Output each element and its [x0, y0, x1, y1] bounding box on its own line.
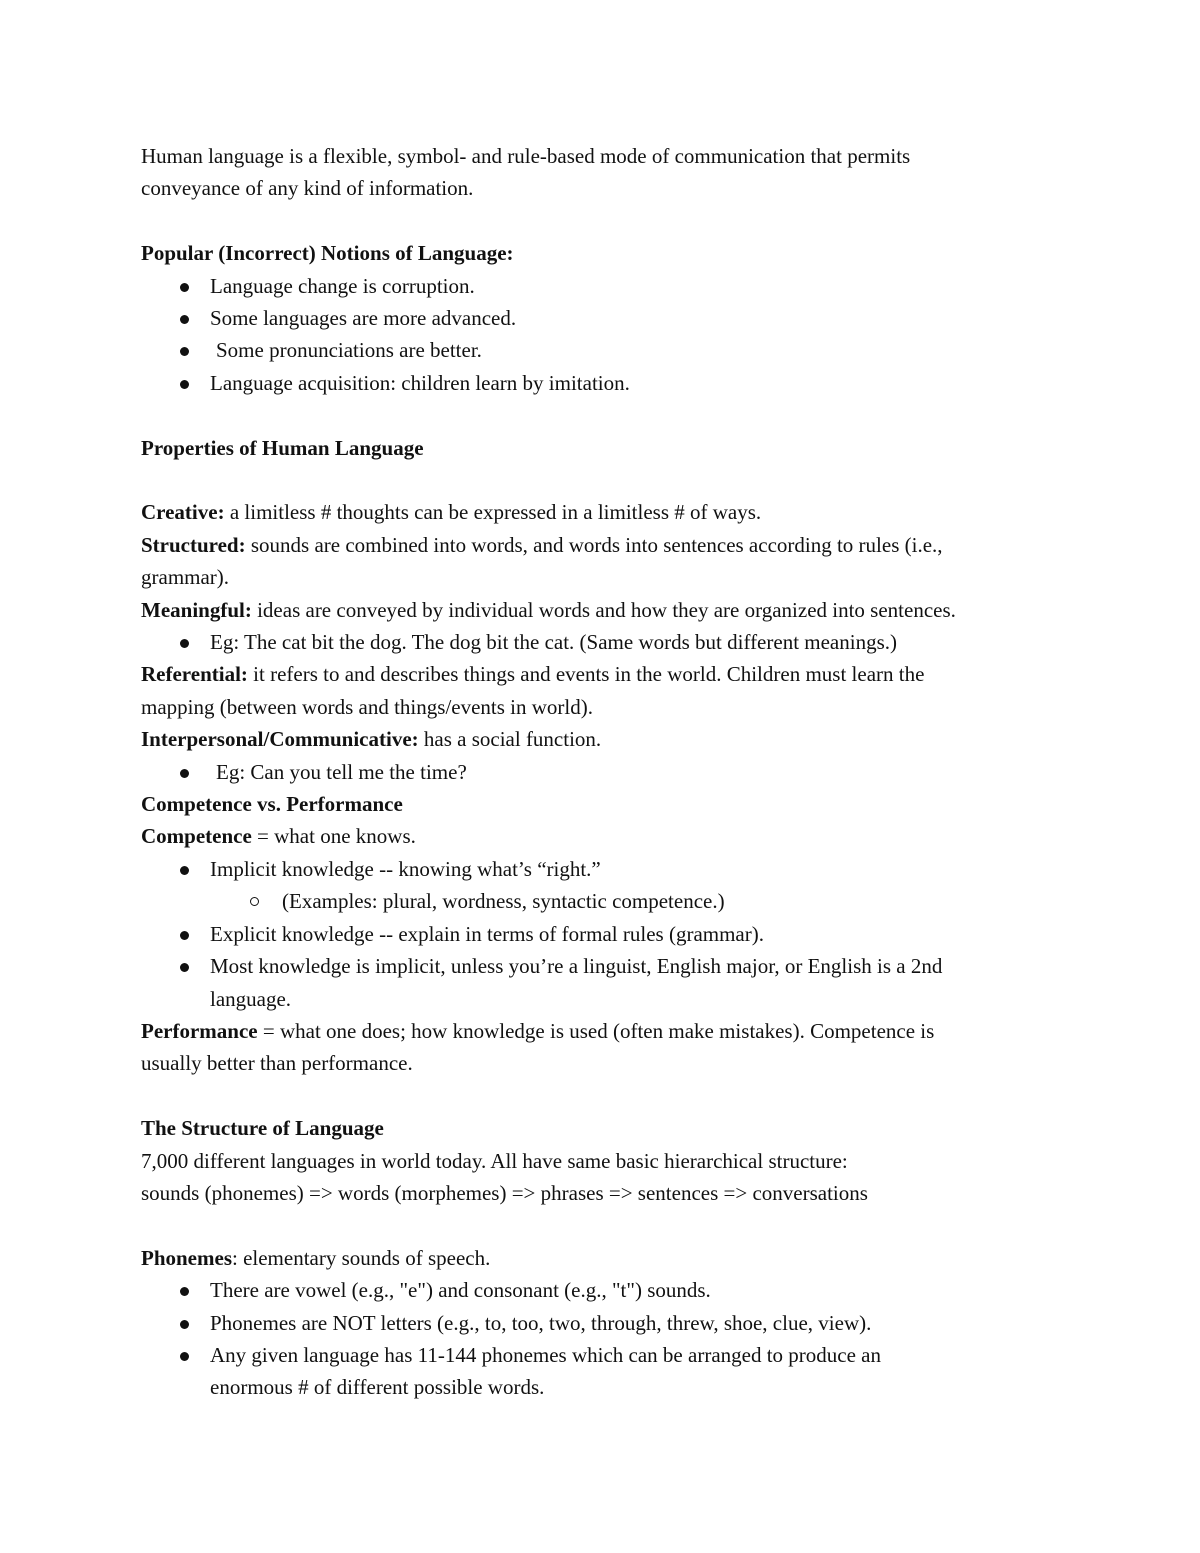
list-item: Eg: The cat bit the dog. The dog bit the cat. (Same words but different meanings.) [141, 626, 1061, 658]
intro-line-2: conveyance of any kind of information. [141, 176, 474, 201]
properties-heading: Properties of Human Language [141, 435, 424, 460]
term-label: Meaningful: [141, 597, 252, 622]
list-item: There are vowel (e.g., "e") and consonant (e.g., "t") sounds. [141, 1274, 1061, 1306]
bullet-icon [180, 347, 189, 356]
list-item: Language change is corruption. [141, 270, 1061, 302]
bullet-icon [180, 1287, 189, 1296]
bullet-icon [180, 769, 189, 778]
bullet-icon [180, 1352, 189, 1361]
competence-paragraph: Competence = what one knows. [141, 824, 416, 849]
term-label: Performance [141, 1018, 258, 1043]
list-item-cont: enormous # of different possible words. [210, 1375, 545, 1400]
structured-paragraph-cont: grammar). [141, 565, 230, 590]
term-label: Structured: [141, 532, 246, 557]
bullet-icon [180, 1320, 189, 1329]
spacer [141, 1209, 1061, 1241]
bullet-icon [180, 866, 189, 875]
list-item: Language acquisition: children learn by imitation. [141, 367, 1061, 399]
list-item: Some languages are more advanced. [141, 302, 1061, 334]
structure-line-1: 7,000 different languages in world today. All have same basic hierarchical structure: [141, 1148, 848, 1173]
term-label: Referential: [141, 662, 248, 687]
list-item-cont: language. [210, 986, 292, 1011]
list-item: Implicit knowledge -- knowing what’s “right.” [141, 853, 1061, 885]
bullet-icon [180, 963, 189, 972]
bullet-icon [180, 380, 189, 389]
performance-paragraph-cont: usually better than performance. [141, 1051, 413, 1076]
term-label: Interpersonal/Communicative: [141, 727, 419, 752]
intro-line-1: Human language is a flexible, symbol- and rule-based mode of communication that permits [141, 144, 911, 168]
list-item: Eg: Can you tell me the time? [141, 756, 1061, 788]
bullet-icon [180, 639, 189, 648]
popular-notions-heading: Popular (Incorrect) Notions of Language: [141, 241, 514, 266]
performance-paragraph: Performance = what one does; how knowledge is used (often make mistakes). Competence is [141, 1018, 935, 1043]
spacer [141, 1080, 1061, 1112]
creative-paragraph: Creative: a limitless # thoughts can be expressed in a limitless # of ways. [141, 500, 762, 525]
referential-paragraph: Referential: it refers to and describes things and events in the world. Children must learn the [141, 662, 925, 687]
structured-paragraph: Structured: sounds are combined into words, and words into sentences according to rules (i.e., [141, 532, 943, 557]
meaningful-paragraph: Meaningful: ideas are conveyed by individual words and how they are organized into sentences. [141, 597, 956, 622]
phonemes-paragraph: Phonemes: elementary sounds of speech. [141, 1245, 491, 1270]
structure-line-2: sounds (phonemes) => words (morphemes) => phrases => sentences => conversations [141, 1180, 868, 1205]
document-page [141, 140, 1061, 1404]
list-item: Explicit knowledge -- explain in terms of formal rules (grammar). [141, 918, 1061, 950]
term-label: Competence [141, 824, 252, 849]
referential-paragraph-cont: mapping (between words and things/events in world). [141, 694, 593, 719]
list-item: Some pronunciations are better. [141, 334, 1061, 366]
structure-heading: The Structure of Language [141, 1116, 384, 1141]
spacer [141, 464, 1061, 496]
term-label: Creative: [141, 500, 225, 525]
bullet-icon [180, 283, 189, 292]
hollow-bullet-icon [250, 897, 259, 906]
list-item: Most knowledge is implicit, unless you’re a linguist, English major, or English is a 2nd [141, 950, 1061, 982]
list-item: Phonemes are NOT letters (e.g., to, too, two, through, threw, shoe, clue, view). [141, 1307, 1061, 1339]
spacer [141, 399, 1061, 431]
list-item: Any given language has 11-144 phonemes which can be arranged to produce an [141, 1339, 1061, 1371]
sub-list-item: (Examples: plural, wordness, syntactic competence.) [141, 885, 1061, 917]
competence-heading: Competence vs. Performance [141, 792, 403, 817]
bullet-icon [180, 931, 189, 940]
term-label: Phonemes [141, 1245, 232, 1270]
spacer [141, 205, 1061, 237]
interpersonal-paragraph: Interpersonal/Communicative: has a social function. [141, 727, 602, 752]
bullet-icon [180, 315, 189, 324]
